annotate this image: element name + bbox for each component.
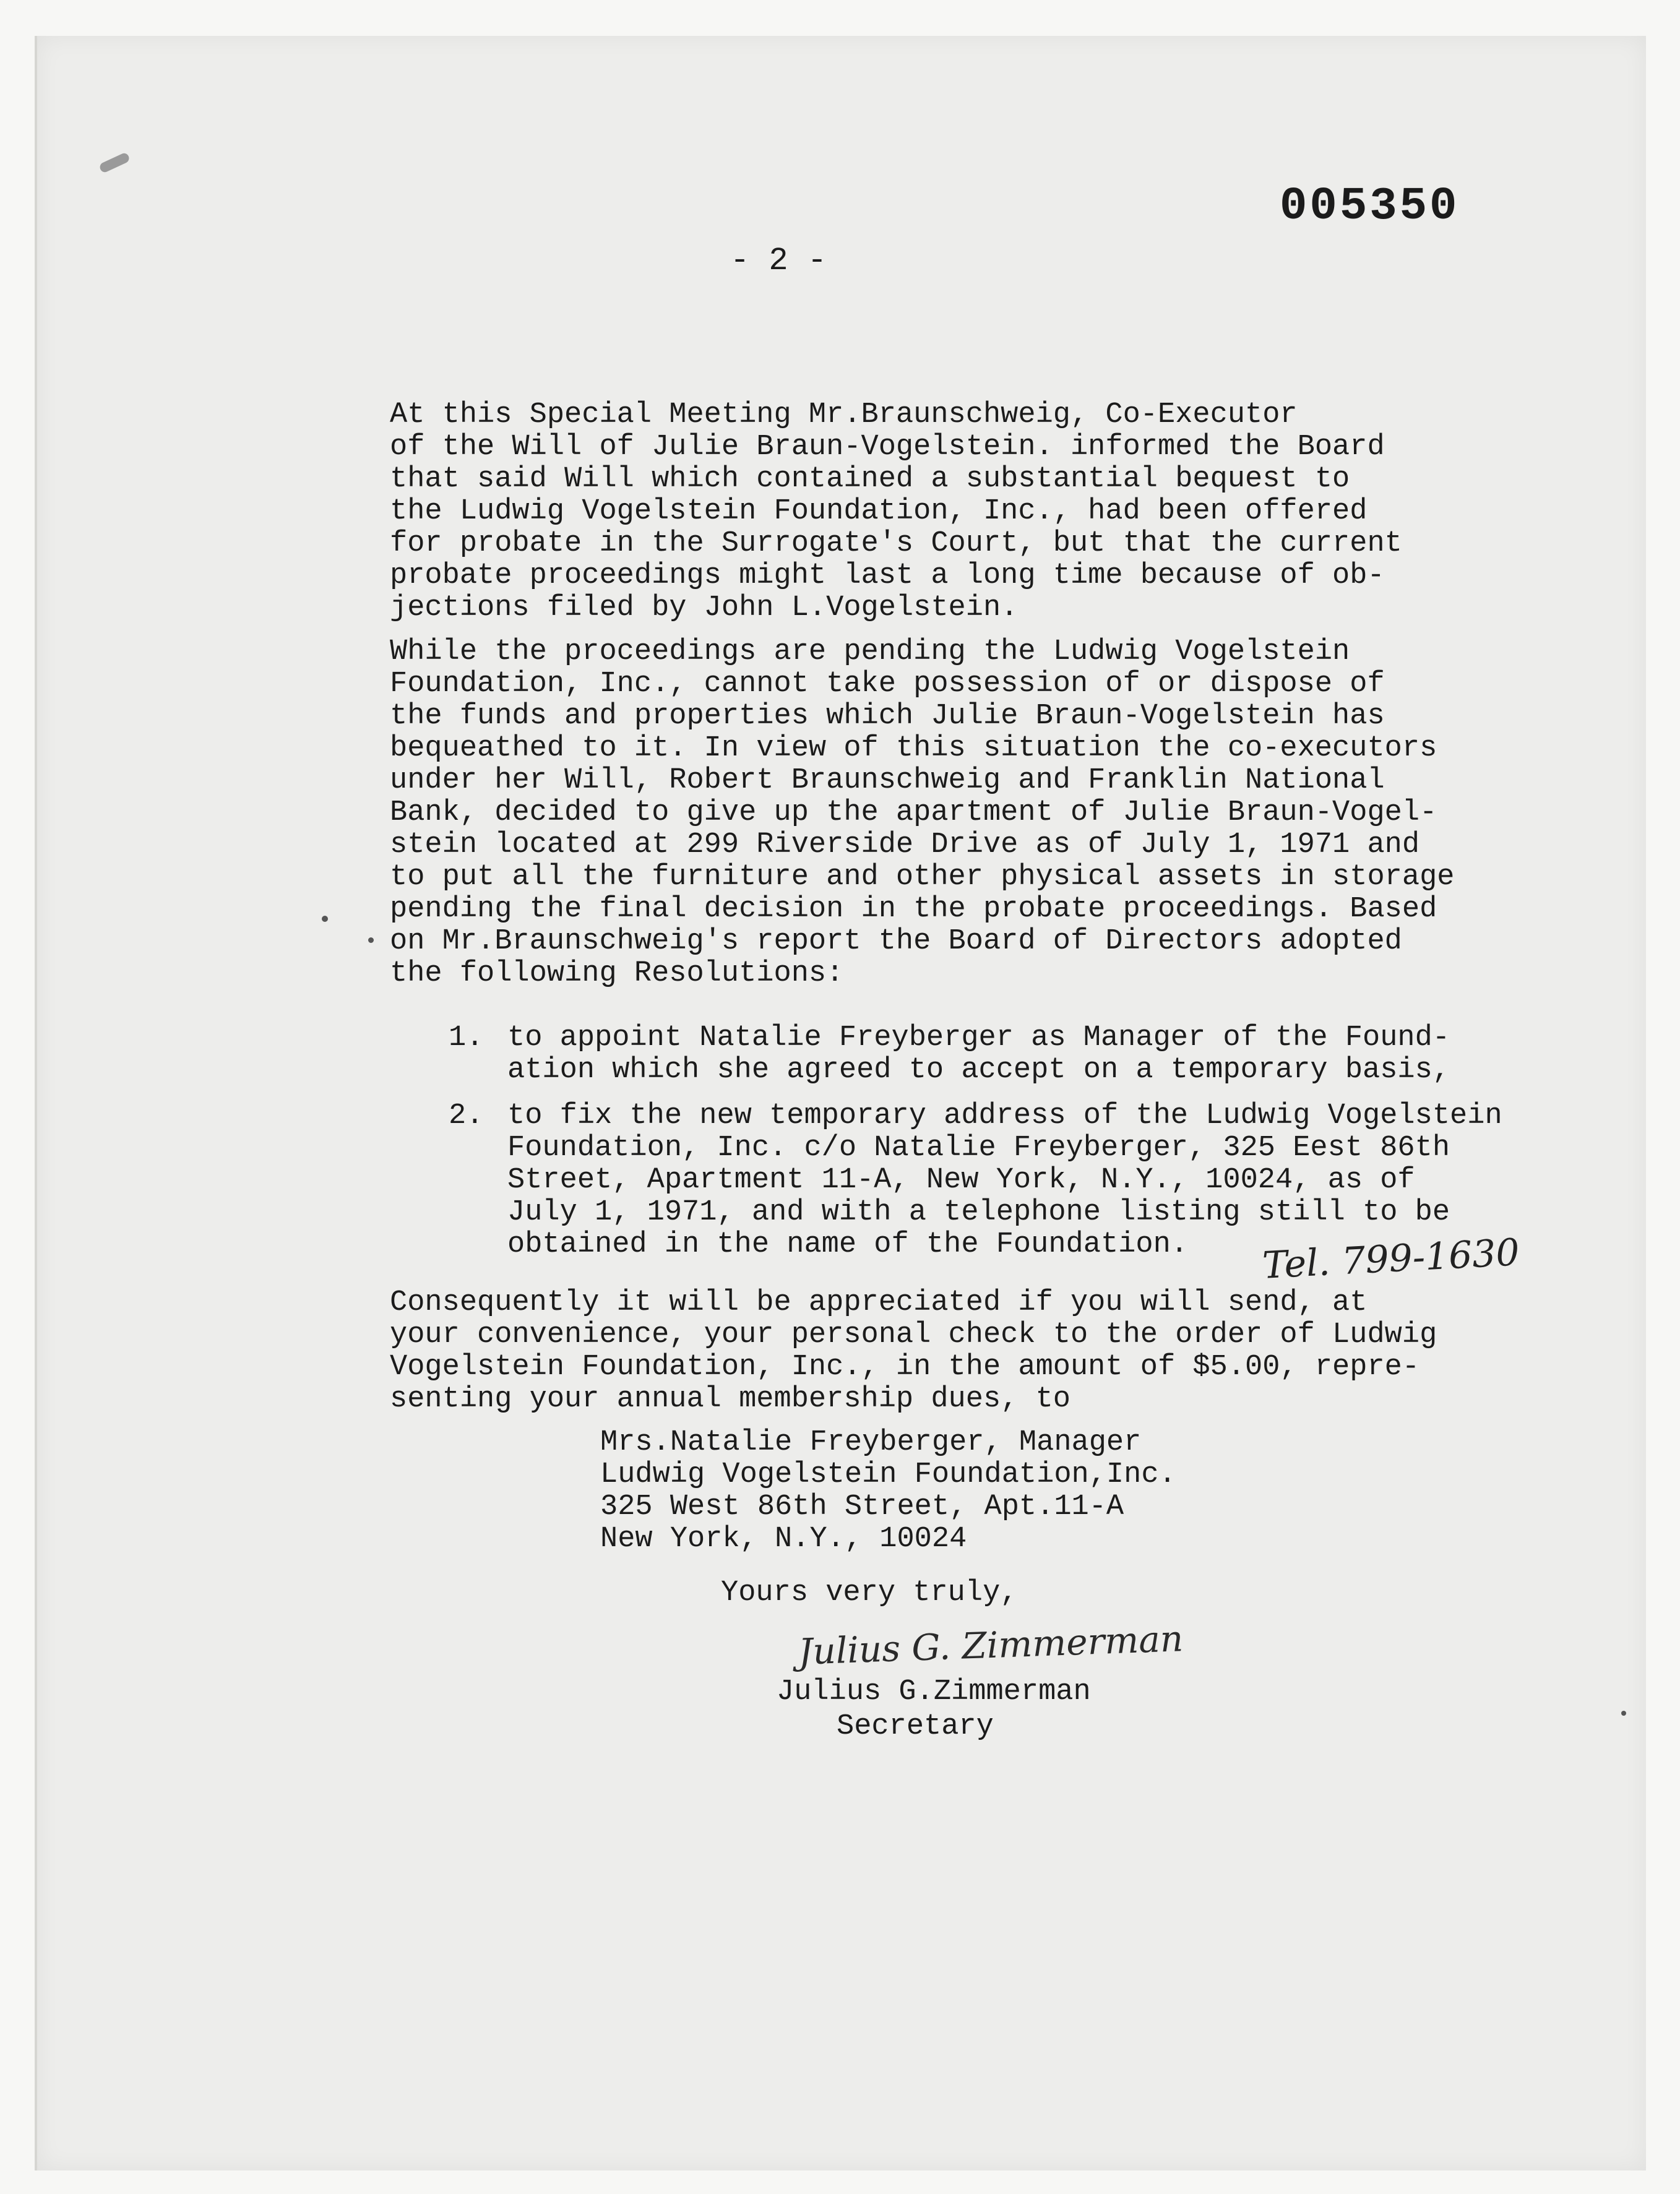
resolution-number: 1.: [449, 1022, 484, 1054]
handwritten-signature: Julius G. Zimmerman: [798, 1617, 1184, 1673]
closing: Yours very truly,: [721, 1577, 1018, 1609]
speck: [1621, 1711, 1626, 1716]
page-number: - 2 -: [730, 243, 827, 279]
resolution-text: to appoint Natalie Freyberger as Manager of the Found- ation which she agreed to accept on a temporary basis,: [507, 1022, 1450, 1086]
signer-title: Secretary: [837, 1710, 994, 1743]
signer-name: Julius G.Zimmerman: [777, 1676, 1091, 1708]
document-number: 005350: [1280, 181, 1460, 233]
speck: [322, 916, 328, 922]
resolution-number: 2.: [449, 1099, 484, 1132]
mailing-address: Mrs.Natalie Freyberger, Manager Ludwig Vogelstein Foundation,Inc. 325 West 86th Street, Apt.11-A New York, N.Y., 10024: [600, 1426, 1176, 1555]
paragraph-proceedings: While the proceedings are pending the Ludwig Vogelstein Foundation, Inc., cannot take possession of or dispose of the funds and properties which Julie Braun-Vogelstein has bequeathed to it. In view of this situation the co-executors under her Will, Robert Braunschweig and Franklin National Bank, decided to give up the apartment of Julie Braun-Vogel- stein located at 299 Riverside Drive as of July 1, 1971 and to put all the furniture and other physical assets in storage pending the final decision in the probate proceedings. Based on Mr.Braunschweig's report the Board of Directors adopted the following Resolutions:: [390, 635, 1455, 990]
resolution-text: to fix the new temporary address of the Ludwig Vogelstein Foundation, Inc. c/o Natalie Freyberger, 325 Eest 86th Street, Apartment 11-A, New York, N.Y., 10024, as of July 1, 1971, and with a telephone listing still to be obtained in the name of the Foundation.: [507, 1099, 1502, 1261]
handwritten-phone-note: Tel. 799-1630: [1261, 1231, 1521, 1288]
speck: [368, 937, 374, 943]
paragraph-meeting: At this Special Meeting Mr.Braunschweig, Co-Executor of the Will of Julie Braun-Vogelstein. informed the Board that said Will which contained a substantial bequest to the Ludwig Vogelstein Foundation, Inc., had been offered for probate in the Surrogate's Court, but that the current probate proceedings might last a long time because of ob- jections filed by John L.Vogelstein.: [390, 398, 1402, 624]
paragraph-dues-request: Consequently it will be appreciated if you will send, at your convenience, your personal check to the order of Ludwig Vogelstein Foundation, Inc., in the amount of $5.00, repre- senting your annual membership dues, to: [390, 1286, 1437, 1416]
